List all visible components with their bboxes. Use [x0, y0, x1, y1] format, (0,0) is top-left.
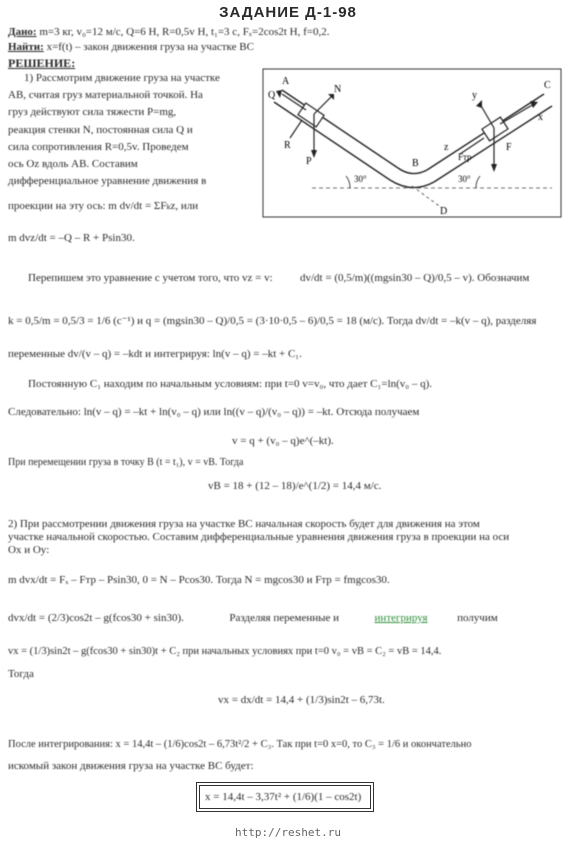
fig-label: x — [538, 112, 543, 123]
normal-arrow-right — [480, 104, 494, 128]
given-label: Дано: — [8, 26, 37, 38]
fig-angle-label: 30° — [354, 174, 367, 184]
part1-point-b-line: При перемещении груза в точку B (t = t₁), v = vB. Тогда — [8, 457, 244, 468]
part2-integration-line: После интегрирования: x = 14,4t – (1/6)cos2t – 6,73t²/2 + C₃. Так при t=0 x=0, то C₃ = 1/6 и окончательно — [8, 739, 472, 750]
page-title: ЗАДАНИЕ Д-1-98 — [219, 4, 357, 21]
part1-line: проекции на эту ось: m dv/dt = ΣFₖz, или — [8, 200, 199, 212]
footer-url[interactable]: http://reshet.ru — [235, 826, 341, 839]
part2-eq2-end: получим — [457, 612, 498, 624]
fig-label: P — [306, 156, 312, 167]
arrowhead — [276, 90, 282, 98]
part1-constant-line: Постоянную C₁ находим по начальным условиям: при t=0 v=v₀, что дает C₁=ln(v₀ – q). — [28, 378, 433, 390]
find-text: x=f(t) – закон движения груза на участке BC — [46, 41, 254, 53]
fig-label: Q — [268, 90, 276, 101]
track-right-lower — [434, 106, 552, 182]
part1-line: сила сопротивления R=0,5v. Проведем — [8, 141, 189, 153]
part1-line: ось Oz вдоль AB. Составим — [8, 158, 138, 170]
q-arrow-left — [282, 94, 306, 110]
part2-eq2-line — [8, 612, 498, 625]
part1-equation: m dvz/dt = –Q – R + Psin30. — [8, 232, 135, 244]
arrowhead — [311, 150, 317, 158]
normal-arrow-left — [314, 96, 332, 114]
fig-label: Fтр — [458, 152, 472, 162]
part1-line: реакция стенки N, постоянная сила Q и — [8, 124, 193, 136]
fig-label: C — [544, 80, 551, 91]
arrowhead — [530, 101, 538, 108]
part1-line: дифференциальное уравнение движения в — [8, 175, 207, 187]
part2-line: участке начальной скоростью. Составим дифференциальные уравнения движения груза в проекции на оси — [8, 531, 510, 543]
part1-log-line: Следовательно: ln(v – q) = –kt + ln(v₀ – q) или ln((v – q)/(v₀ – q)) = –kt. Отсюда получаем — [8, 406, 420, 418]
solution-label: РЕШЕНИЕ: — [8, 56, 76, 70]
part2-equation: m dvx/dt = Fₓ – Fтр – Psin30, 0 = N – Pcos30. Тогда N = mgcos30 и Fтр = fmgcos30. — [8, 574, 390, 586]
integrate-link[interactable]: интегрируя — [374, 612, 428, 624]
part1-vb-formula: vB = 18 + (12 – 18)/e^(1/2) = 14,4 м/с. — [208, 480, 382, 492]
axis-dashed — [412, 186, 442, 208]
fig-label: F — [506, 142, 512, 153]
mechanics-figure — [262, 68, 562, 228]
part1-para2-a: Перепишем это уравнение с учетом того, что vz = v: — [28, 272, 273, 284]
part2-vx-formula: vx = dx/dt = 14,4 + (1/3)sin2t – 6,73t. — [218, 694, 385, 706]
track-left-lower — [274, 102, 390, 180]
part2-vx-line: vx = (1/3)sin2t – g(fcos30 + sin30)t + C₂ при начальных условиях при t=0 v₀ = vB = C₂ = vB = 14,4. — [8, 646, 442, 657]
final-answer-box — [196, 782, 374, 812]
arrowhead — [491, 164, 497, 172]
part1-line: груз действуют сила тяжести P=mg, — [8, 106, 177, 118]
fig-label: z — [444, 142, 449, 153]
part1-line: 1) Рассмотрим движение груза на участке — [24, 72, 220, 84]
arrowhead — [476, 100, 482, 108]
part1-k-q-line: k = 0,5/m = 0,5/3 = 1/6 (c⁻¹) и q = (mgsin30 – Q)/0,5 = (3·10·0,5 – 6)/0,5 = 18 (м/с). Тогда dv/dt = –k(v – q), разделяя — [8, 315, 537, 327]
part2-eq2-right: Разделяя переменные и — [229, 612, 340, 624]
part2-law-line: искомый закон движения груза на участке BC будет: — [8, 760, 254, 772]
fig-label: R — [284, 140, 291, 151]
part1-separation-line: переменные dv/(v – q) = –kdt и интегрируя: ln(v – q) = –kt + C₁. — [8, 348, 302, 360]
fig-label: B — [412, 158, 419, 169]
angle-arc-right — [476, 176, 480, 188]
velocity-arrow-left — [290, 120, 302, 138]
fig-label: D — [440, 206, 448, 217]
part2-line: Ox и Oy: — [8, 544, 50, 556]
figure-frame — [263, 69, 561, 217]
find-label: Найти: — [8, 41, 44, 53]
find-line — [8, 41, 254, 54]
part2-then: Тогда — [8, 668, 34, 680]
track-left-upper — [282, 90, 398, 168]
given-line — [8, 26, 330, 39]
given-text: m=3 кг, v₀=12 м/с, Q=6 Н, R=0,5v Н, t₁=3 с, Fₓ=2cos2t Н, f=0,2. — [39, 26, 330, 38]
part1-line: AB, считая груз материальной точкой. На — [8, 89, 203, 101]
fig-label: A — [282, 76, 290, 87]
fig-angle-label: 30° — [458, 174, 471, 184]
part2-line: 2) При рассмотрении движения груза на участке BC начальная скорость будет для движения на этом — [8, 518, 480, 530]
fig-label: N — [334, 84, 342, 95]
angle-arc-left — [346, 176, 350, 188]
part1-velocity-formula: v = q + (v₀ – q)e^(–kt). — [232, 435, 334, 447]
fig-label: y — [472, 90, 477, 101]
part2-eq2-left: dvx/dt = (2/3)cos2t – g(fcos30 + sin30). — [8, 612, 184, 624]
final-answer: x = 14,4t – 3,37t² + (1/6)(1 – cos2t) — [205, 791, 362, 803]
part1-para2-b: dv/dt = (0,5/m)((mgsin30 – Q)/0,5 – v). Обозначим — [300, 272, 530, 284]
